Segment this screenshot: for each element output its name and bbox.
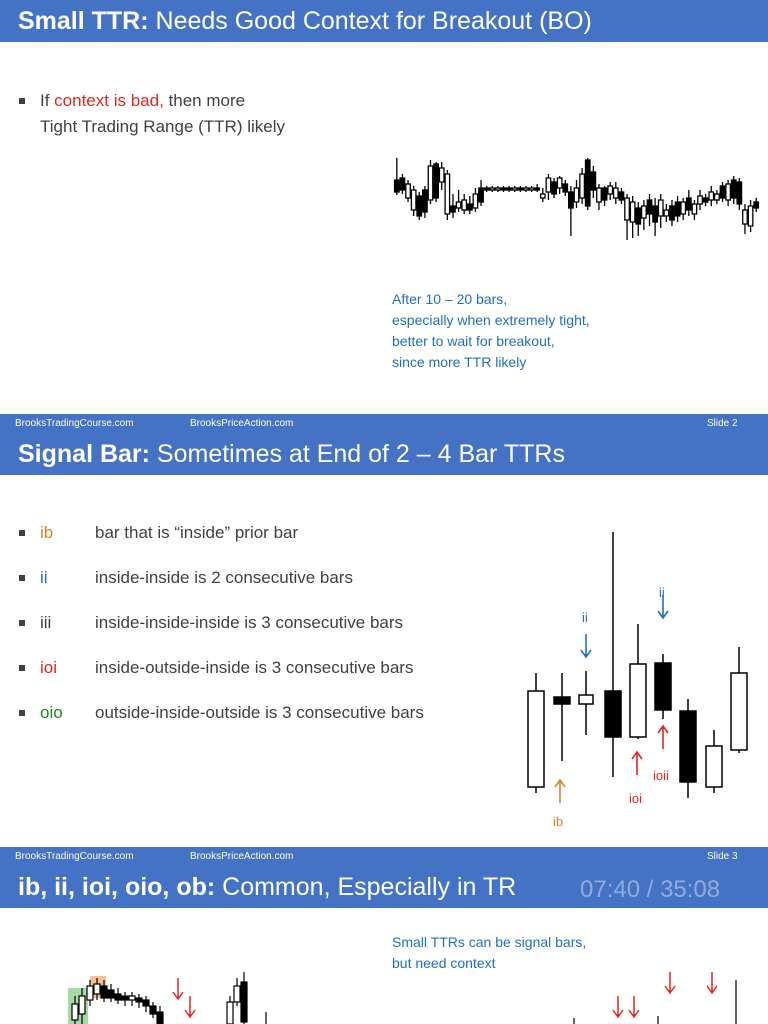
up-arrow-orange xyxy=(555,780,565,803)
candle xyxy=(630,202,634,222)
candle xyxy=(658,200,662,216)
candle xyxy=(720,186,724,198)
candle xyxy=(501,188,505,190)
bullet-marker xyxy=(19,620,25,626)
candle xyxy=(597,188,601,202)
footer-slide-2 xyxy=(0,414,768,433)
candle xyxy=(670,206,674,220)
slide-2-title-bar xyxy=(0,433,768,475)
candle xyxy=(87,986,93,1000)
signal-bar-chart xyxy=(510,513,768,847)
candle xyxy=(680,711,696,782)
candle xyxy=(535,188,539,190)
slide-3-chart-right xyxy=(560,966,768,1024)
candle xyxy=(687,198,691,210)
label-ioi: ioi xyxy=(629,791,643,806)
abbr-iii: iii xyxy=(40,613,52,632)
desc-ib: bar that is “inside” prior bar xyxy=(95,523,299,542)
candle xyxy=(625,198,629,220)
candle xyxy=(434,164,438,198)
footer-site-2: BrooksPriceAction.com xyxy=(190,418,294,429)
slide-1-bullet-line-2: Tight Trading Range (TTR) likely xyxy=(40,117,286,136)
down-arrow-blue xyxy=(581,634,591,657)
footer-slide-3 xyxy=(0,847,768,866)
candle xyxy=(636,208,640,224)
candle xyxy=(115,994,121,1000)
candle xyxy=(630,664,646,737)
slide-3-title-bar xyxy=(0,866,768,908)
candle xyxy=(743,210,747,224)
candle xyxy=(518,188,522,190)
candle xyxy=(574,188,578,202)
candle xyxy=(507,188,511,190)
slide-3 xyxy=(0,866,768,1024)
candle xyxy=(468,204,472,210)
candle xyxy=(681,202,685,214)
candle xyxy=(642,206,646,218)
abbr-ii: ii xyxy=(40,568,48,587)
candle xyxy=(557,178,561,188)
candle xyxy=(456,202,460,208)
label-ib: ib xyxy=(553,814,564,829)
candle xyxy=(591,172,595,190)
candle xyxy=(423,190,427,212)
down-arrow-red xyxy=(665,972,675,993)
down-arrow-red xyxy=(185,996,195,1017)
footer-site-1: BrooksTradingCourse.com xyxy=(15,851,134,862)
candle xyxy=(234,986,240,1002)
abbr-ib: ib xyxy=(40,523,54,542)
candle xyxy=(417,196,421,216)
label-ii: ii xyxy=(659,585,665,600)
slide-1-bullet: If context is bad, then more xyxy=(40,91,246,110)
candle xyxy=(143,1000,149,1006)
candle xyxy=(585,160,589,206)
candle xyxy=(439,168,443,182)
candle xyxy=(473,194,477,208)
abbr-ioi: ioi xyxy=(40,658,58,677)
down-arrow-red xyxy=(629,996,639,1017)
candle xyxy=(428,166,432,200)
down-arrow-red xyxy=(173,978,183,999)
label-ioii: ioii xyxy=(653,768,669,783)
candle xyxy=(731,180,735,198)
candle xyxy=(569,192,573,208)
candle xyxy=(490,188,494,190)
candle xyxy=(552,182,556,194)
abbr-oio: oio xyxy=(40,703,63,722)
candle xyxy=(395,180,399,192)
bullet-marker xyxy=(19,575,25,581)
slide-3-chart-left xyxy=(30,966,290,1024)
candle xyxy=(692,204,696,214)
candle xyxy=(709,192,713,200)
candle xyxy=(512,188,516,190)
candle xyxy=(157,1012,163,1024)
slide-2 xyxy=(0,433,768,847)
footer-slide-number: Slide 2 xyxy=(707,418,738,429)
candle xyxy=(653,206,657,222)
candle xyxy=(619,192,623,200)
candle xyxy=(706,746,722,787)
desc-ioi: inside-outside-inside is 3 consecutive bars xyxy=(95,658,414,677)
up-arrow-red xyxy=(632,752,642,775)
candle xyxy=(479,188,483,202)
footer-slide-number: Slide 3 xyxy=(707,851,738,862)
slide-2-title: Signal Bar: Sometimes at End of 2 – 4 Bar TTRs xyxy=(18,440,565,468)
bullet-marker xyxy=(19,98,25,104)
candle xyxy=(647,200,651,214)
slide-1-title-bar xyxy=(0,0,768,42)
slide-3-note: Small TTRs can be signal bars, but need context xyxy=(392,934,587,971)
ttr-candlestick-chart xyxy=(390,150,760,250)
candle xyxy=(94,984,100,994)
candle xyxy=(406,184,410,198)
candle xyxy=(496,188,500,190)
candle xyxy=(445,174,449,214)
candle xyxy=(241,982,247,1022)
candle xyxy=(400,178,404,190)
candle xyxy=(602,188,606,200)
candle xyxy=(484,188,488,190)
candle xyxy=(546,178,550,192)
footer-site-2: BrooksPriceAction.com xyxy=(190,851,294,862)
candle xyxy=(79,996,85,1014)
candle xyxy=(579,695,593,704)
candle xyxy=(655,663,671,710)
candle xyxy=(554,697,570,704)
candle xyxy=(129,996,135,1000)
candle xyxy=(703,198,707,202)
desc-oio: outside-inside-outside is 3 consecutive bars xyxy=(95,703,424,722)
candle xyxy=(72,1004,78,1020)
candle xyxy=(605,691,621,737)
candle xyxy=(462,200,466,210)
candle xyxy=(122,996,128,1000)
desc-ii: inside-inside is 2 consecutive bars xyxy=(95,568,353,587)
slide-3-title: ib, ii, ioi, oio, ob: Common, Especially in TR xyxy=(18,873,517,901)
candle xyxy=(715,194,719,200)
candle xyxy=(580,174,584,198)
candle xyxy=(227,1002,233,1024)
bullet-marker xyxy=(19,710,25,716)
footer-site-1: BrooksTradingCourse.com xyxy=(15,418,134,429)
candle xyxy=(108,990,114,998)
candle xyxy=(698,196,702,204)
candle xyxy=(675,202,679,216)
candle xyxy=(528,691,544,787)
candle xyxy=(608,186,612,194)
candle xyxy=(451,206,455,212)
candle xyxy=(748,206,752,226)
candle xyxy=(524,188,528,190)
candle xyxy=(529,188,533,190)
candle xyxy=(101,986,107,998)
candle xyxy=(726,184,730,200)
candle xyxy=(754,202,758,208)
slide-1-title: Small TTR: Needs Good Context for Breakout (BO) xyxy=(18,7,592,35)
candle xyxy=(150,1006,156,1014)
candle xyxy=(136,998,142,1002)
slide-1-note: After 10 – 20 bars, especially when extremely tight, better to wait for breakout, since more TTR likely xyxy=(392,291,590,370)
bullet-marker xyxy=(19,665,25,671)
candle xyxy=(731,673,747,750)
up-arrow-red xyxy=(658,726,668,749)
down-arrow-red xyxy=(613,996,623,1017)
bullet-marker xyxy=(19,530,25,536)
down-arrow-red xyxy=(707,972,717,993)
candle xyxy=(541,194,545,198)
candle xyxy=(614,188,618,198)
video-timer: 07:40 / 35:08 xyxy=(580,876,721,903)
candle xyxy=(737,182,741,204)
desc-iii: inside-inside-inside is 3 consecutive bars xyxy=(95,613,404,632)
slide-1 xyxy=(0,0,768,414)
label-ii: ii xyxy=(582,610,588,625)
candle xyxy=(563,184,567,192)
candle xyxy=(411,190,415,210)
candle xyxy=(664,210,668,216)
